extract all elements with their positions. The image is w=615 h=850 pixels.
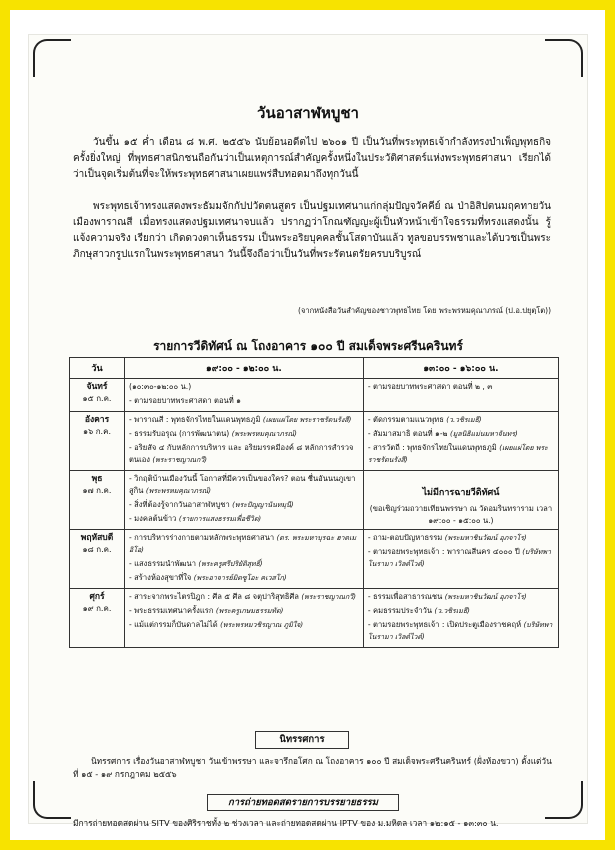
program-item (368, 591, 554, 603)
corner-ornament (33, 781, 71, 819)
program-speaker: (พระราชญาณกวี) (301, 593, 356, 601)
program-speaker: (รายการแสงธรรมเพื่อชีวิต) (178, 515, 262, 523)
day-date: ๑๘ ก.ค. (82, 545, 112, 554)
program-speaker: (พระครูเกษมธรรมทัต) (215, 607, 284, 615)
program-title: - มงคลต้นข้าว (129, 514, 177, 523)
morning-cell (125, 379, 364, 412)
program-title: - สัมมาสมาธิ ตอนที่ ๑-๒ (367, 429, 448, 438)
afternoon-cell (363, 589, 558, 648)
yellow-frame (10, 10, 605, 840)
source-citation: (จากหนังสือวันสำคัญของชาวพุทธไทย โดย พระพรหมคุณาภรณ์ (ป.อ.ปยุตฺโต)) (298, 306, 551, 315)
program-speaker: (เผยแผ่โดย พระราชรัตนรังสี) (367, 444, 548, 464)
program-title: - แสงธรรมนำพัฒนา (129, 559, 196, 568)
program-speaker: (ว.วชิรเมธี) (434, 607, 470, 615)
program-item (129, 532, 359, 556)
program-item (129, 591, 359, 603)
program-item (368, 381, 554, 393)
program-title: - แม้แต่กรรมก็บันดาลไม่ได้ (129, 620, 218, 629)
program-title: - สารวัตถี : พุทธจักรไทยในแดนพุทธภูมิ (367, 443, 497, 452)
program-title: - ตามรอยบาทพระศาสดา ตอนที่ ๒ , ๓ (367, 382, 493, 391)
afternoon-cell (363, 471, 558, 530)
program-title: - คมธรรมประจำวัน (367, 606, 433, 615)
schedule-title: รายการวีดิทัศน์ ณ โถงอาคาร ๑๐๐ ปี สมเด็จพระศรีนครินทร์ (153, 339, 463, 353)
program-item (368, 619, 554, 643)
program-title: (๑๐:๓๐-๑๒:๐๐ น.) (129, 382, 192, 391)
day-cell (70, 379, 125, 412)
afternoon-cell (363, 530, 558, 589)
program-speaker: (พระปัญญานันทมุนี) (232, 501, 294, 509)
program-speaker: (พระอาจารย์มิตซูโอะ คเวสโก) (193, 574, 287, 582)
day-cell (70, 589, 125, 648)
program-title: - สร้างห้องสุขาที่ใจ (129, 573, 192, 582)
program-speaker: (พระพรหมวชิรญาณ ภูมิใจ) (220, 621, 304, 629)
program-title: - ตามรอยบาทพระศาสดา ตอนที่ ๑ (129, 396, 241, 405)
program-item (129, 442, 359, 466)
program-title: - การบริหารร่างกายตามหลักพระพุทธศาสนา (129, 533, 275, 542)
col-header-day: วัน (70, 358, 125, 379)
program-speaker: (บริษัทพาโนรามา เวิลด์ไวด์) (367, 548, 551, 568)
program-speaker: (มูลนิธิแม่นมหาจันทร) (449, 430, 518, 438)
program-title: - สาระจากพระไตรปิฎก : ศีล ๕ ศีล ๘ จตุปาริสุทธิศีล (129, 592, 299, 601)
day-date: ๑๕ ก.ค. (82, 394, 112, 403)
day-date: ๑๖ ก.ค. (83, 427, 111, 436)
broadcast-text: มีการถ่ายทอดสดผ่าน SITV ของศิริราชทั้ง ๒ ช่วงเวลา และถ่ายทอดสดผ่าน IPTV ของ ม.มหิดล เวลา ๑๒:๑๕ - ๑๓:๓๐ น. (73, 818, 499, 828)
schedule-table (69, 357, 559, 648)
program-title: - ถาม-ตอบปัญหาธรรม (367, 533, 443, 542)
table-row (70, 471, 559, 530)
exhibition-label: นิทรรศการ (255, 731, 349, 749)
program-title: - ธรรมรับอรุณ (การพัฒนาตน) (129, 429, 230, 438)
program-item (129, 395, 359, 407)
program-title: - ตามรอยพระพุทธเจ้า : พาราณสีนคร ๔๐๐๐ ปี (367, 547, 520, 556)
table-row (70, 589, 559, 648)
program-title: - ธรรมเพื่อสาธารณชน (367, 592, 443, 601)
program-item (129, 428, 359, 440)
exhibition-text: นิทรรศการ เรื่องวันอาสาฬหบูชา วันเข้าพรรษา และจารึกอโศก ณ โถงอาคาร ๑๐๐ ปี สมเด็จพระศรีนครินทร์ (ฝั่งห้องขวา) ตั้งแต่วันที่ ๑๕ - ๑๙ กรกฎาคม ๒๕๕๖ (73, 756, 552, 779)
program-speaker: (พระพรหมคุณาภรณ์) (145, 487, 212, 495)
program-title: - อริยสัจ ๔ กับหลักการบริหาร และ อริยมรรคมีองค์ ๘ หลักการสำรวจตนเอง (129, 443, 354, 464)
afternoon-cell (363, 412, 558, 471)
table-header-row (70, 358, 559, 379)
corner-ornament (33, 39, 71, 77)
day-name: ศุกร์ (89, 592, 105, 602)
intro-paragraph-2: พระพุทธเจ้าทรงแสดงพระธัมมจักกัปปวัตตนสูตร เป็นปฐมเทศนาแก่กลุ่มปัญจวัคคีย์ ณ ป่าอิสิปตนมฤคทายวัน เมืองพาราณสี เมื่อทรงแสดงปฐมเทศนาจบแล้ว ปรากฏว่าโกณฑัญญะผู้เป็นหัวหน้าเข้าใจธรรมที่ทรงแสดงนั้น รู้แจ้งความจริง เรียกว่า เกิดดวงตาเห็นธรรม เป็นพระอริยบุคคลชั้นโสดาบันแล้ว ทูลขอบรรพชาและได้บวชเป็นพระภิกษุสาวกรูปแรกในพระพุทธศาสนา วันนี้จึงถือว่าเป็นวันที่พระรัตนตรัยครบบริบูรณ์ (73, 201, 551, 260)
program-item (368, 414, 554, 426)
program-speaker: (พระมหาชินวัฒน์ อุภจาโร) (444, 534, 527, 542)
day-name: อังคาร (84, 415, 110, 425)
corner-ornament (545, 781, 583, 819)
morning-cell (125, 471, 364, 530)
program-item (129, 381, 359, 393)
program-item (129, 558, 359, 570)
table-row (70, 379, 559, 412)
program-item (368, 605, 554, 617)
document-page (28, 34, 588, 828)
col-header-afternoon: ๑๓:๐๐ - ๑๖:๐๐ น. (363, 358, 558, 379)
program-item (368, 442, 554, 466)
program-speaker: (พระราชญาณกวี) (152, 456, 208, 464)
candle-offering-notice: (ขอเชิญร่วมถวายเทียนพรรษา ณ วัดอมรินทราราม เวลา ๑๙:๐๐ - ๑๕:๐๐ น.) (369, 504, 553, 525)
program-item (129, 513, 359, 525)
program-item (368, 546, 554, 570)
program-item (129, 605, 359, 617)
morning-cell (125, 530, 364, 589)
broadcast-label: การถ่ายทอดสดรายการบรรยายธรรม (207, 794, 399, 811)
program-item (368, 532, 554, 544)
corner-ornament (545, 39, 583, 77)
day-date: ๑๙ ก.ค. (82, 604, 112, 613)
day-cell (70, 530, 125, 589)
morning-cell (125, 589, 364, 648)
day-cell (70, 471, 125, 530)
table-row (70, 530, 559, 589)
page-title: วันอาสาฬหบูชา (257, 104, 359, 122)
program-speaker: (บริษัทพาโนรามา เวิลด์ไวด์) (367, 621, 553, 641)
program-speaker: (ว.วชิรเมธี) (446, 416, 482, 424)
program-speaker: (พระครูศรีปริยัติสุทธิ์) (198, 560, 263, 568)
program-title: - ตามรอยพระพุทธเจ้า : เปิดประตูเมืองราชคฤห์ (367, 620, 522, 629)
no-screening-heading: ไม่มีการฉายวีดิทัศน์ (422, 488, 500, 498)
day-name: พฤหัสบดี (80, 533, 114, 543)
program-speaker: (ดร. พระมหาบุรฉะ ฮาดเมอิโอ) (129, 534, 357, 554)
program-title: - ตัดกรรมตามแนวพุทธ (367, 415, 444, 424)
day-name: จันทร์ (86, 382, 108, 392)
table-row (70, 412, 559, 471)
program-item (368, 428, 554, 440)
col-header-morning: ๑๙:๐๐ - ๑๒:๐๐ น. (125, 358, 364, 379)
program-title: - สิ่งที่ต้องรู้จากวันอาสาฬหบูชา (129, 500, 230, 509)
day-cell (70, 412, 125, 471)
program-speaker: (เผยแผ่โดย พระราชรัตนรังสี) (262, 416, 352, 424)
day-date: ๑๗ ก.ค. (82, 486, 112, 495)
afternoon-cell (363, 379, 558, 412)
morning-cell (125, 412, 364, 471)
program-title: - พระธรรมเทศนาครั้งแรก (129, 606, 214, 615)
day-name: พุธ (91, 474, 103, 484)
program-title: - พาราณสี : พุทธจักรไทยในแดนพุทธภูมิ (129, 415, 261, 424)
program-item (129, 473, 359, 497)
intro-paragraph-1: วันขึ้น ๑๕ ค่ำ เดือน ๘ พ.ศ. ๒๕๕๖ นับย้อนอดีตไป ๒๖๐๑ ปี เป็นวันที่พระพุทธเจ้ากำลังทรงบำเพ็ญพุทธกิจครั้งยิ่งใหญ่ ที่พุทธศาสนิกชนถือกันว่าเป็นเหตุการณ์สำคัญครั้งหนึ่งในประวัติศาสตร์แห่งพระพุทธศาสนา เรียกได้ว่าเป็นจุดเริ่มต้นที่จะให้พระพุทธศาสนาเผยแพร่สืบทอดมาถึงทุกวันนี้ (73, 137, 551, 180)
program-speaker: (พระพรหมคุณาภรณ์) (231, 430, 297, 438)
program-item (129, 619, 359, 631)
program-item (129, 572, 359, 584)
program-title: - วิกฤติบ้านเมืองวันนี้ โอกาสที่มีควรเป็นของใคร? ตอน ชื่นอันนนภูเขาสูกิน (129, 474, 356, 495)
program-item (129, 414, 359, 426)
program-item (129, 499, 359, 511)
program-speaker: (พระมหาชินวัฒน์ อุภจาโร) (444, 593, 527, 601)
